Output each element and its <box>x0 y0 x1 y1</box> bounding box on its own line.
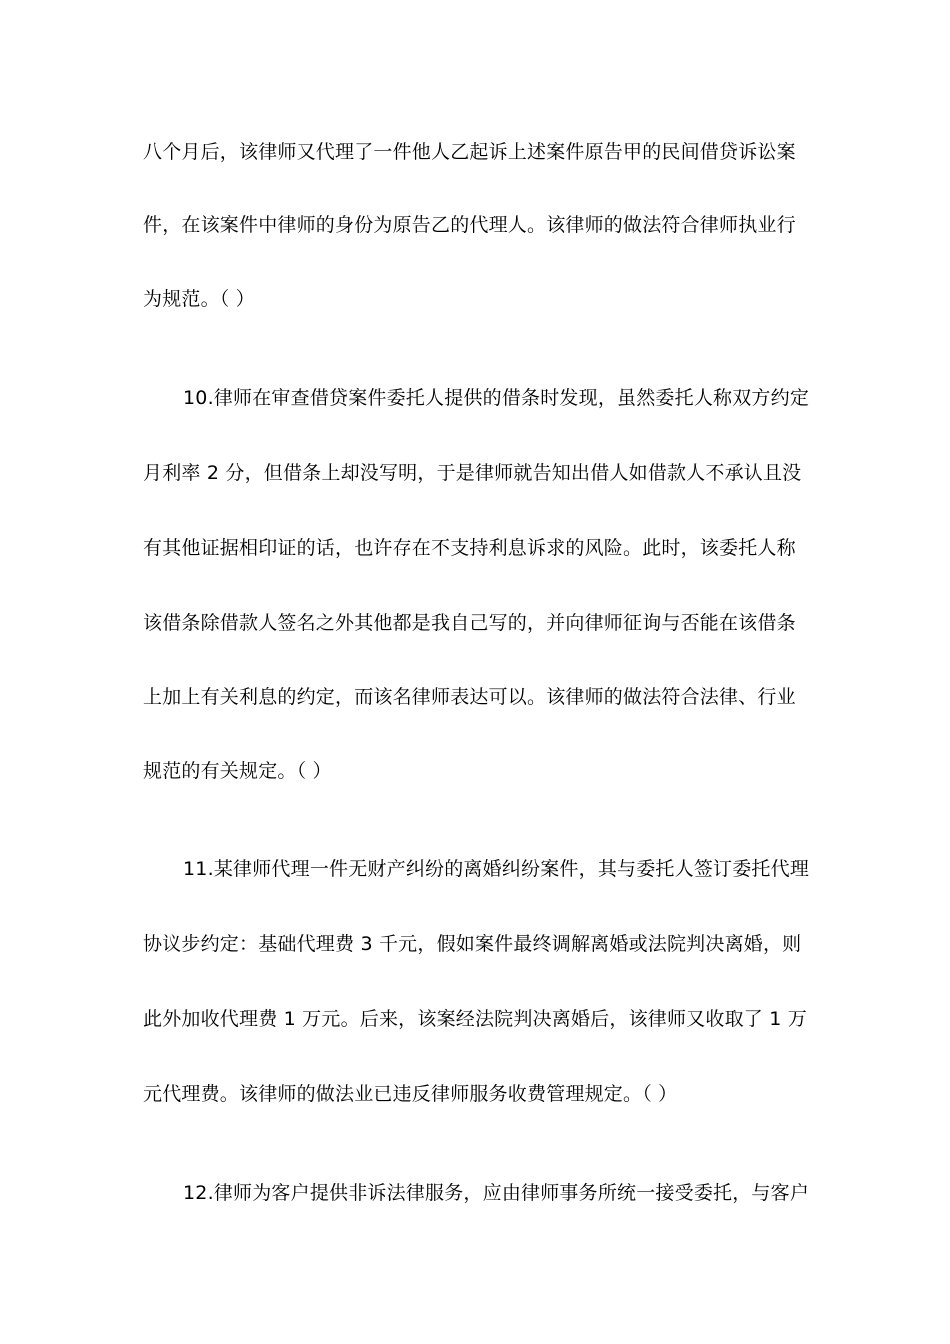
text-line: 元代理费。该律师的做法业已违反律师服务收费管理规定。（ ） <box>143 1083 678 1105</box>
question-11-first-line: 11.某律师代理一件无财产纠纷的离婚纠纷案件，其与委托人签订委托代理 <box>183 858 810 880</box>
text-line: 协议步约定：基础代理费 3 千元，假如案件最终调解离婚或法院判决离婚，则 <box>143 933 802 955</box>
question-10-first-line: 10.律师在审查借贷案件委托人提供的借条时发现，虽然委托人称双方约定 <box>183 387 810 409</box>
text-line: 月利率 2 分，但借条上却没写明，于是律师就告知出借人如借款人不承认且没 <box>143 462 802 484</box>
text-line: 此外加收代理费 1 万元。后来，该案经法院判决离婚后，该律师又收取了 1 万 <box>143 1008 807 1030</box>
text-line: 为规范。（ ） <box>143 288 255 310</box>
question-12-first-line: 12.律师为客户提供非诉法律服务，应由律师事务所统一接受委托，与客户 <box>183 1182 810 1204</box>
text-line: 八个月后，该律师又代理了一件他人乙起诉上述案件原告甲的民间借贷诉讼案 <box>143 141 796 163</box>
text-line: 该借条除借款人签名之外其他都是我自己写的，并向律师征询与否能在该借条 <box>143 612 796 634</box>
text-line: 规范的有关规定。（ ） <box>143 760 332 782</box>
text-line: 上加上有关利息的约定，而该名律师表达可以。该律师的做法符合法律、行业 <box>143 686 796 708</box>
text-line: 有其他证据相印证的话，也许存在不支持利息诉求的风险。此时，该委托人称 <box>143 537 796 559</box>
text-line: 件，在该案件中律师的身份为原告乙的代理人。该律师的做法符合律师执业行 <box>143 214 796 236</box>
